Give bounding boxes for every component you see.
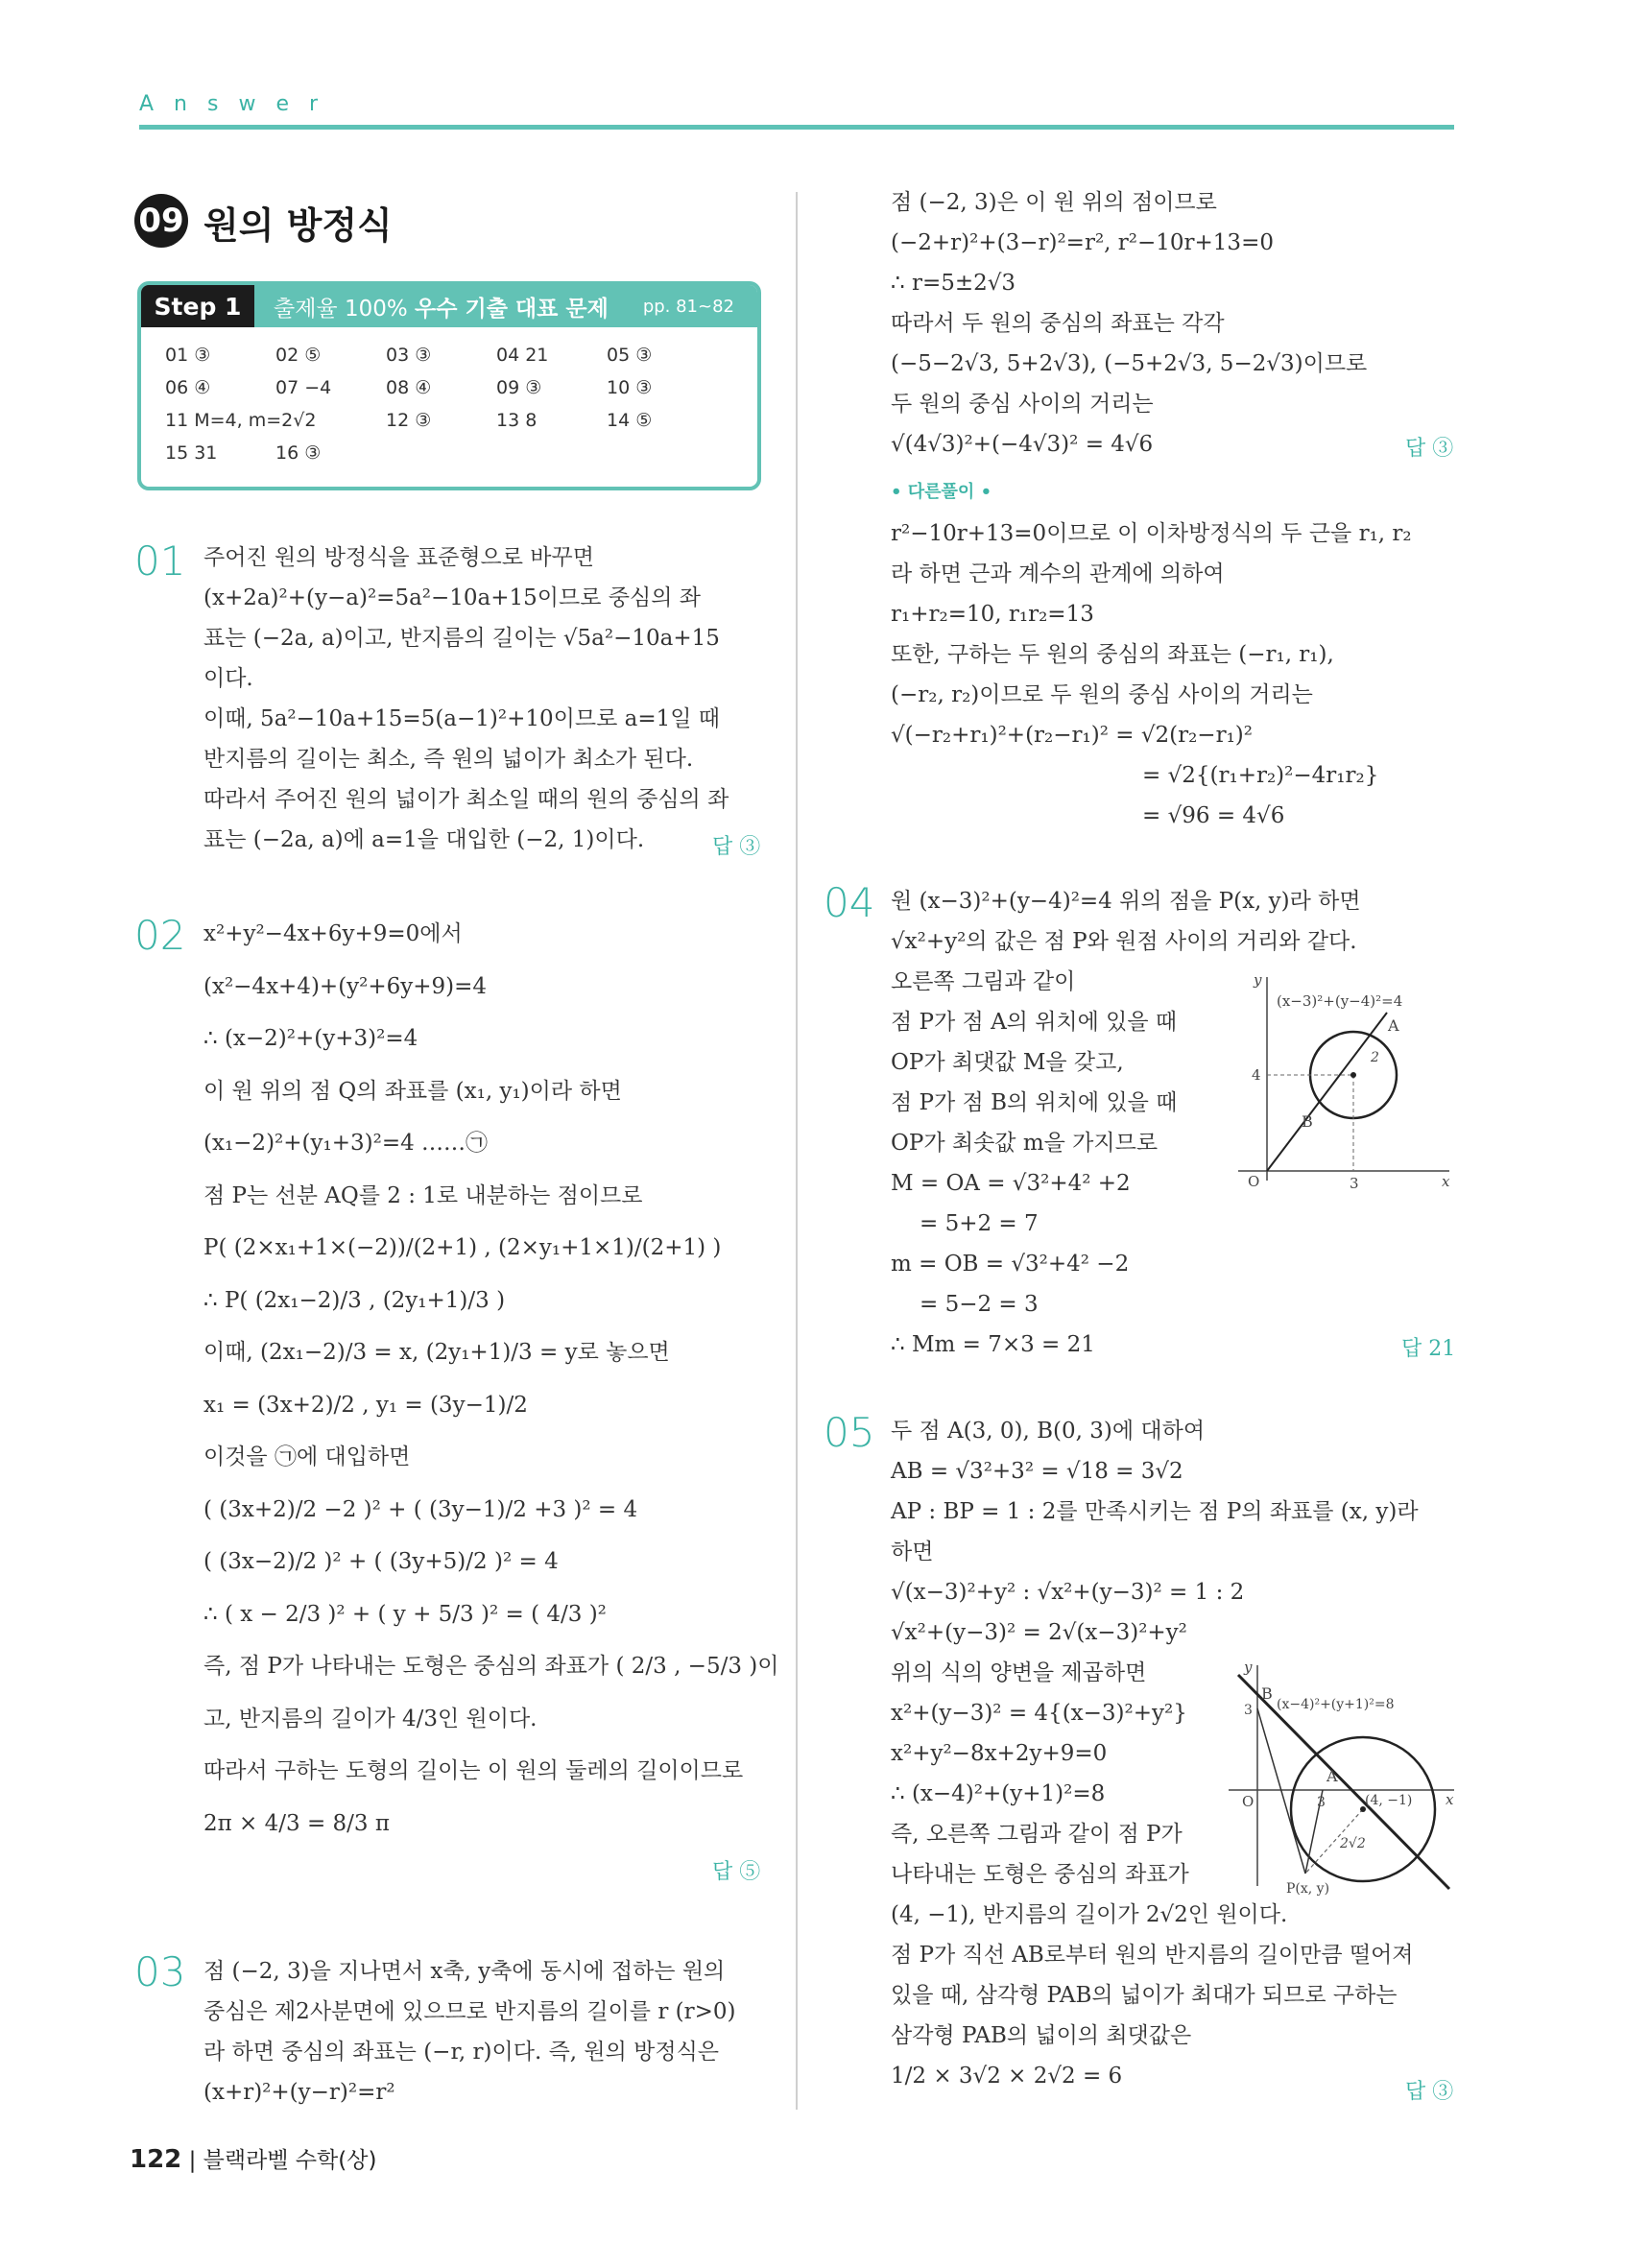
- text-line: 이때, (2x₁−2)/3 = x, (2y₁+1)/3 = y로 놓으면: [203, 1340, 670, 1365]
- answer-grid-item: 09 ③: [496, 377, 542, 398]
- step-desc-prefix: 출제율 100%: [274, 296, 416, 322]
- answer-grid-item: 15 31: [165, 442, 218, 464]
- text-line: 있을 때, 삼각형 PAB의 넓이가 최대가 되므로 구하는: [891, 1983, 1398, 2008]
- text-line: AB = √3²+3² = √18 = 3√2: [891, 1459, 1183, 1484]
- fig04-tick-x: 3: [1350, 1175, 1359, 1190]
- text-line: 나타내는 도형은 중심의 좌표가: [891, 1862, 1189, 1887]
- problem-number-03: 03: [134, 1948, 186, 1995]
- text-line: 점 P는 선분 AQ를 2 : 1로 내분하는 점이므로: [203, 1182, 643, 1208]
- text-line: 반지름의 길이는 최소, 즉 원의 넓이가 최소가 된다.: [203, 747, 694, 772]
- text-line: 두 원의 중심 사이의 거리는: [891, 392, 1154, 417]
- text-line: √(x−3)²+y² : √x²+(y−3)² = 1 : 2: [891, 1580, 1245, 1605]
- text-line: M = OA = √3²+4² +2: [891, 1171, 1131, 1196]
- fig05-point-a: A: [1326, 1767, 1338, 1785]
- text-line: (x²−4x+4)+(y²+6y+9)=4: [203, 973, 488, 999]
- alt-solution-label: • 다른풀이 •: [891, 482, 992, 502]
- page-footer: 122 | 블랙라벨 수학(상): [130, 2145, 377, 2174]
- header-rule: [139, 125, 1454, 130]
- text-line: 원 (x−3)²+(y−4)²=4 위의 점을 P(x, y)라 하면: [891, 889, 1361, 914]
- fig04-radius: 2: [1371, 1050, 1379, 1065]
- answer-grid-item: 03 ③: [386, 345, 432, 366]
- text-line: 오른쪽 그림과 같이: [891, 969, 1076, 994]
- answer-grid-item: 12 ③: [386, 410, 432, 431]
- text-line: AP : BP = 1 : 2를 만족시키는 점 P의 좌표를 (x, y)라: [891, 1499, 1419, 1524]
- alt-text-line: r₁+r₂=10, r₁r₂=13: [891, 602, 1094, 627]
- fig05-radius-label: 2√2: [1340, 1836, 1366, 1851]
- text-line: 삼각형 PAB의 넓이의 최댓값은: [891, 2023, 1192, 2048]
- alt-text-line: (−r₂, r₂)이므로 두 원의 중심 사이의 거리는: [891, 682, 1313, 707]
- section-title: 원의 방정식: [203, 204, 393, 247]
- text-line: x²+y²−4x+6y+9=0에서: [203, 921, 463, 946]
- problem-number-05: 05: [824, 1409, 875, 1456]
- text-line: (x₁−2)²+(y₁+3)²=4 ……㉠: [203, 1131, 489, 1156]
- text-line: x²+(y−3)² = 4{(x−3)²+y²}: [891, 1701, 1187, 1726]
- answer-grid-item: 08 ④: [386, 377, 432, 398]
- text-line: (x+2a)²+(y−a)²=5a²−10a+15이므로 중심의 좌: [203, 585, 701, 610]
- fig05-center-label: (4, −1): [1365, 1793, 1413, 1808]
- answer-grid-item: 05 ③: [607, 345, 653, 366]
- fig05-point-p: P(x, y): [1286, 1881, 1330, 1897]
- step-desc-bold: 우수 기출 대표 문제: [415, 296, 609, 322]
- text-line: 이것을 ㉠에 대입하면: [203, 1444, 411, 1469]
- text-line: x₁ = (3x+2)/2 , y₁ = (3y−1)/2: [203, 1392, 528, 1418]
- text-line: ∴ (x−4)²+(y+1)²=8: [891, 1781, 1106, 1806]
- text-line: (−5−2√3, 5+2√3), (−5+2√3, 5−2√3)이므로: [891, 351, 1368, 376]
- text-line: ∴ r=5±2√3: [891, 271, 1016, 296]
- text-line: OP가 최솟값 m을 가지므로: [891, 1131, 1159, 1156]
- step-name: Step 1: [141, 285, 254, 327]
- text-line: 따라서 구하는 도형의 길이는 이 원의 둘레의 길이이므로: [203, 1758, 744, 1783]
- text-line: 주어진 원의 방정식을 표준형으로 바꾸면: [203, 545, 594, 570]
- answer-03: 답 ③: [1405, 437, 1454, 461]
- text-line: √x²+(y−3)² = 2√(x−3)²+y²: [891, 1620, 1187, 1645]
- alt-text-line: 라 하면 근과 계수의 관계에 의하여: [891, 561, 1225, 586]
- text-line: ∴ ( x − 2/3 )² + ( y + 5/3 )² = ( 4/3 )²: [203, 1601, 607, 1627]
- text-line: (4, −1), 반지름의 길이가 2√2인 원이다.: [891, 1902, 1288, 1927]
- column-divider: [796, 192, 798, 2110]
- text-line: 점 (−2, 3)은 이 원 위의 점이므로: [891, 190, 1217, 215]
- header-label: Answer: [139, 92, 339, 116]
- answer-grid-item: 11 M=4, m=2√2: [165, 410, 317, 431]
- fig04-origin: O: [1248, 1173, 1260, 1190]
- text-line: 중심은 제2사분면에 있으므로 반지름의 길이를 r (r>0): [203, 1999, 736, 2024]
- text-line: 즉, 오른쪽 그림과 같이 점 P가: [891, 1822, 1183, 1847]
- fig05-y-label: y: [1244, 1660, 1253, 1676]
- text-line: 따라서 두 원의 중심의 좌표는 각각: [891, 311, 1225, 336]
- fig05-origin: O: [1242, 1793, 1255, 1810]
- answer-grid-item: 07 −4: [275, 377, 332, 398]
- text-line: P( (2×x₁+1×(−2))/(2+1) , (2×y₁+1×1)/(2+1) ): [203, 1235, 722, 1260]
- fig05-eq-label: (x−4)²+(y+1)²=8: [1277, 1697, 1395, 1712]
- answer-grid-item: 10 ③: [607, 377, 653, 398]
- alt-text-line: r²−10r+13=0이므로 이 이차방정식의 두 근을 r₁, r₂: [891, 521, 1412, 546]
- text-line: 이때, 5a²−10a+15=5(a−1)²+10이므로 a=1일 때: [203, 706, 720, 731]
- fig04-x-label: x: [1442, 1173, 1450, 1190]
- answer-01: 답 ③: [712, 835, 761, 859]
- text-line: √x²+y²의 값은 점 P와 원점 사이의 거리와 같다.: [891, 929, 1357, 954]
- text-line: 점 P가 점 B의 위치에 있을 때: [891, 1090, 1178, 1115]
- text-line: 위의 식의 양변을 제곱하면: [891, 1660, 1147, 1685]
- text-line: ( (3x−2)/2 )² + ( (3y+5)/2 )² = 4: [203, 1549, 559, 1574]
- text-line: 표는 (−2a, a)에 a=1을 대입한 (−2, 1)이다.: [203, 827, 645, 852]
- answer-02: 답 ⑤: [712, 1860, 761, 1884]
- text-line: 이다.: [203, 666, 253, 691]
- text-line: 두 점 A(3, 0), B(0, 3)에 대하여: [891, 1419, 1206, 1444]
- problem-number-04: 04: [824, 879, 875, 926]
- answer-grid-item: 02 ⑤: [275, 345, 322, 366]
- problem-number-01: 01: [134, 537, 186, 585]
- text-line: 따라서 주어진 원의 넓이가 최소일 때의 원의 중심의 좌: [203, 787, 729, 812]
- text-line: 하면: [891, 1540, 934, 1564]
- fig04-point-b: B: [1302, 1112, 1313, 1131]
- answer-grid-item: 06 ④: [165, 377, 211, 398]
- text-line: (−2+r)²+(3−r)²=r², r²−10r+13=0: [891, 230, 1274, 255]
- step-header: [141, 285, 757, 327]
- text-line: 이 원 위의 점 Q의 좌표를 (x₁, y₁)이라 하면: [203, 1078, 622, 1104]
- answer-04: 답 21: [1401, 1337, 1456, 1361]
- figure-04: [1219, 969, 1459, 1190]
- step-description: [274, 291, 609, 322]
- problem-number-02: 02: [134, 912, 186, 959]
- fig04-line-oa: [1267, 1013, 1387, 1171]
- text-line: 즉, 점 P가 나타내는 도형은 중심의 좌표가 ( 2/3 , −5/3 )이: [203, 1654, 779, 1679]
- fig04-tick-y: 4: [1252, 1066, 1261, 1084]
- text-line: m = OB = √3²+4² −2: [891, 1252, 1130, 1277]
- text-line: 1/2 × 3√2 × 2√2 = 6: [891, 2064, 1123, 2089]
- page-number: 122: [130, 2145, 182, 2174]
- answer-grid-item: 04 21: [496, 345, 549, 366]
- figure-05: [1219, 1660, 1459, 1900]
- text-line: x²+y²−8x+2y+9=0: [891, 1741, 1108, 1766]
- alt-text-line: √(−r₂+r₁)²+(r₂−r₁)² = √2(r₂−r₁)²: [891, 723, 1253, 748]
- text-line: ∴ P( (2x₁−2)/3 , (2y₁+1)/3 ): [203, 1287, 506, 1313]
- text-line: ∴ Mm = 7×3 = 21: [891, 1332, 1095, 1357]
- alt-text-line: = √2{(r₁+r₂)²−4r₁r₂}: [1142, 763, 1379, 788]
- answer-grid-item: 01 ③: [165, 345, 211, 366]
- fig04-point-a: A: [1388, 1016, 1399, 1035]
- text-line: 2π × 4/3 = 8/3 π: [203, 1810, 390, 1836]
- answer-05: 답 ③: [1405, 2080, 1454, 2104]
- text-line: ∴ (x−2)²+(y+3)²=4: [203, 1026, 418, 1051]
- text-line: 점 (−2, 3)을 지나면서 x축, y축에 동시에 접하는 원의: [203, 1959, 726, 1984]
- text-line: 고, 반지름의 길이가 4/3인 원이다.: [203, 1706, 538, 1731]
- answer-grid-item: 14 ⑤: [607, 410, 653, 431]
- text-line: √(4√3)²+(−4√3)² = 4√6: [891, 432, 1154, 457]
- text-line: 점 P가 직선 AB로부터 원의 반지름의 길이만큼 떨어져: [891, 1943, 1414, 1968]
- answer-grid-item: 16 ③: [275, 442, 322, 464]
- text-line: (x+r)²+(y−r)²=r²: [203, 2080, 395, 2105]
- book-title: 블랙라벨 수학(상): [203, 2148, 377, 2173]
- text-line: = 5+2 = 7: [920, 1211, 1039, 1236]
- fig05-point-b: B: [1261, 1684, 1273, 1703]
- fig05-tick-3x: 3: [1317, 1795, 1326, 1810]
- fig04-eq-label: (x−3)²+(y−4)²=4: [1277, 992, 1403, 1010]
- text-line: 점 P가 점 A의 위치에 있을 때: [891, 1010, 1178, 1035]
- text-line: ( (3x+2)/2 −2 )² + ( (3y−1)/2 +3 )² = 4: [203, 1496, 638, 1522]
- fig05-tick-3y: 3: [1244, 1703, 1253, 1718]
- fig05-line-bp: [1257, 1708, 1305, 1874]
- text-line: 라 하면 중심의 좌표는 (−r, r)이다. 즉, 원의 방정식은: [203, 2040, 720, 2065]
- section-number-badge: 09: [134, 194, 188, 248]
- answer-grid-item: 13 8: [496, 410, 538, 431]
- text-line: 표는 (−2a, a)이고, 반지름의 길이는 √5a²−10a+15: [203, 626, 720, 651]
- text-line: OP가 최댓값 M을 갖고,: [891, 1050, 1124, 1075]
- fig04-center-dot: [1350, 1072, 1356, 1078]
- step-answer-box: [137, 281, 761, 490]
- alt-text-line: = √96 = 4√6: [1142, 803, 1285, 828]
- text-line: = 5−2 = 3: [920, 1292, 1039, 1317]
- fig05-x-label: x: [1446, 1791, 1454, 1808]
- fig04-y-label: y: [1254, 971, 1262, 989]
- step-pages: pp. 81~82: [642, 296, 734, 317]
- alt-text-line: 또한, 구하는 두 원의 중심의 좌표는 (−r₁, r₁),: [891, 642, 1334, 667]
